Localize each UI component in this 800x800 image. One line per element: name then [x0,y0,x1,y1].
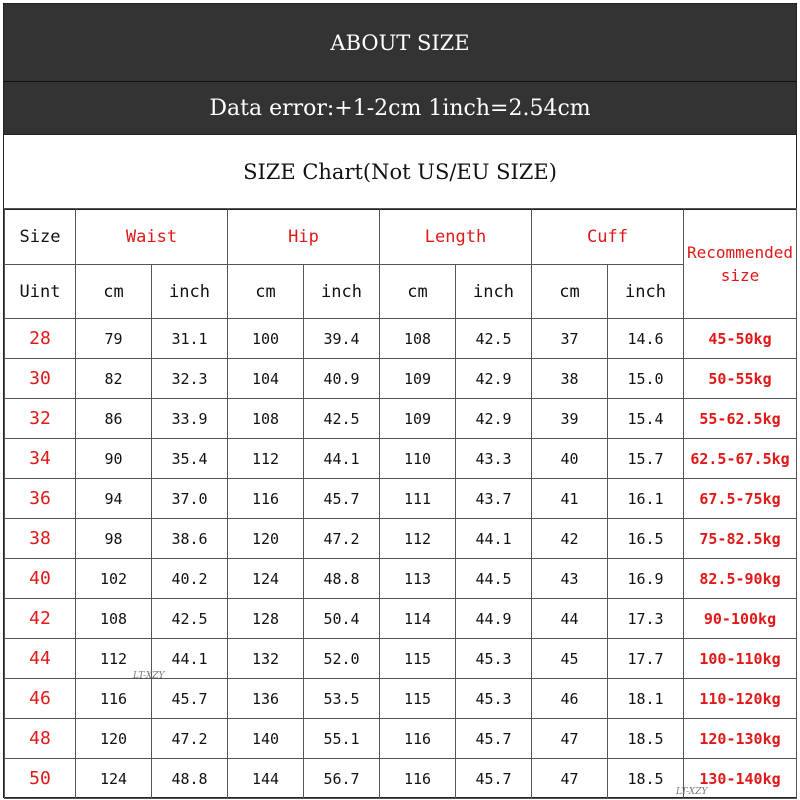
recommended-size-cell: 120-130kg [684,719,797,759]
size-cell: 34 [5,439,76,479]
measurement-cell: 45 [532,639,608,679]
table-row [5,439,797,479]
table-row [5,559,797,599]
measurement-cell: 115 [380,639,456,679]
measurement-cell: 44.1 [152,639,228,679]
measurement-cell: 53.5 [304,679,380,719]
measurement-cell: 98 [76,519,152,559]
waist-header: Waist [76,209,228,265]
table-row [5,519,797,559]
recommended-size-cell: 45-50kg [684,319,797,359]
measurement-cell: 39 [532,399,608,439]
measurement-cell: 32.3 [152,359,228,399]
measurement-cell: 110 [380,439,456,479]
measurement-cell: 94 [76,479,152,519]
measurement-cell: 16.1 [608,479,684,519]
measurement-cell: 45.3 [456,679,532,719]
measurement-cell: 45.7 [456,759,532,799]
size-cell: 50 [5,759,76,799]
measurement-cell: 116 [228,479,304,519]
measurement-cell: 42.5 [456,319,532,359]
unit-header: Uint [5,265,76,319]
measurement-cell: 40.9 [304,359,380,399]
measurement-cell: 17.7 [608,639,684,679]
measurement-cell: 39.4 [304,319,380,359]
unit-cell: cm [76,265,152,319]
recommended-size-cell: 130-140kg [684,759,797,799]
table-row [5,359,797,399]
recommended-size-cell: 100-110kg [684,639,797,679]
measurement-cell: 45.7 [456,719,532,759]
recommended-size-cell: 50-55kg [684,359,797,399]
measurement-cell: 41 [532,479,608,519]
header-row-units [5,265,797,319]
measurement-cell: 128 [228,599,304,639]
header-row-groups [5,209,797,265]
size-table [4,208,797,799]
table-row [5,319,797,359]
measurement-cell: 52.0 [304,639,380,679]
recommended-size-header: Recommended size [684,209,797,319]
measurement-cell: 40.2 [152,559,228,599]
unit-cell: inch [152,265,228,319]
page-title: ABOUT SIZE [4,4,796,82]
measurement-cell: 15.0 [608,359,684,399]
measurement-cell: 18.5 [608,759,684,799]
measurement-cell: 79 [76,319,152,359]
size-cell: 38 [5,519,76,559]
unit-cell: cm [380,265,456,319]
measurement-cell: 108 [228,399,304,439]
measurement-cell: 116 [380,759,456,799]
measurement-cell: 144 [228,759,304,799]
measurement-cell: 48.8 [304,559,380,599]
unit-cell: cm [228,265,304,319]
measurement-note: Data error:+1-2cm 1inch=2.54cm [4,82,796,134]
measurement-cell: 104 [228,359,304,399]
recommended-size-cell: 62.5-67.5kg [684,439,797,479]
measurement-cell: 112 [76,639,152,679]
size-cell: 36 [5,479,76,519]
recommended-size-cell: 110-120kg [684,679,797,719]
size-header: Size [5,209,76,265]
measurement-cell: 44.1 [304,439,380,479]
measurement-cell: 56.7 [304,759,380,799]
cuff-header: Cuff [532,209,684,265]
table-row [5,639,797,679]
measurement-cell: 44.5 [456,559,532,599]
measurement-cell: 132 [228,639,304,679]
recommended-size-cell: 90-100kg [684,599,797,639]
measurement-cell: 90 [76,439,152,479]
measurement-cell: 108 [380,319,456,359]
measurement-cell: 116 [380,719,456,759]
measurement-cell: 55.1 [304,719,380,759]
measurement-cell: 109 [380,359,456,399]
measurement-cell: 42.9 [456,359,532,399]
measurement-cell: 109 [380,399,456,439]
size-cell: 46 [5,679,76,719]
measurement-cell: 16.9 [608,559,684,599]
measurement-cell: 120 [76,719,152,759]
table-row [5,479,797,519]
measurement-cell: 35.4 [152,439,228,479]
measurement-cell: 102 [76,559,152,599]
measurement-cell: 38 [532,359,608,399]
size-cell: 40 [5,559,76,599]
measurement-cell: 44.9 [456,599,532,639]
measurement-cell: 42.5 [304,399,380,439]
measurement-cell: 37 [532,319,608,359]
measurement-cell: 86 [76,399,152,439]
size-chart-title: SIZE Chart(Not US/EU SIZE) [4,134,796,210]
unit-cell: cm [532,265,608,319]
measurement-cell: 124 [76,759,152,799]
measurement-cell: 43 [532,559,608,599]
unit-cell: inch [304,265,380,319]
measurement-cell: 45.7 [152,679,228,719]
measurement-cell: 17.3 [608,599,684,639]
measurement-cell: 44.1 [456,519,532,559]
measurement-cell: 15.7 [608,439,684,479]
measurement-cell: 42 [532,519,608,559]
measurement-cell: 43.7 [456,479,532,519]
measurement-cell: 124 [228,559,304,599]
measurement-cell: 47 [532,759,608,799]
measurement-cell: 112 [228,439,304,479]
measurement-cell: 48.8 [152,759,228,799]
measurement-cell: 50.4 [304,599,380,639]
measurement-cell: 46 [532,679,608,719]
measurement-cell: 120 [228,519,304,559]
size-cell: 48 [5,719,76,759]
measurement-cell: 31.1 [152,319,228,359]
recommended-size-cell: 55-62.5kg [684,399,797,439]
unit-cell: inch [608,265,684,319]
measurement-cell: 45.7 [304,479,380,519]
measurement-cell: 42.9 [456,399,532,439]
table-row [5,599,797,639]
size-cell: 28 [5,319,76,359]
size-cell: 30 [5,359,76,399]
measurement-cell: 16.5 [608,519,684,559]
measurement-cell: 82 [76,359,152,399]
measurement-cell: 38.6 [152,519,228,559]
unit-cell: inch [456,265,532,319]
hip-header: Hip [228,209,380,265]
recommended-size-cell: 82.5-90kg [684,559,797,599]
measurement-cell: 116 [76,679,152,719]
size-cell: 42 [5,599,76,639]
measurement-cell: 111 [380,479,456,519]
table-row [5,399,797,439]
length-header: Length [380,209,532,265]
recommended-size-cell: 67.5-75kg [684,479,797,519]
measurement-cell: 108 [76,599,152,639]
measurement-cell: 33.9 [152,399,228,439]
measurement-cell: 18.5 [608,719,684,759]
recommended-size-cell: 75-82.5kg [684,519,797,559]
measurement-cell: 42.5 [152,599,228,639]
table-row [5,679,797,719]
measurement-cell: 100 [228,319,304,359]
table-row [5,719,797,759]
measurement-cell: 44 [532,599,608,639]
measurement-cell: 140 [228,719,304,759]
measurement-cell: 47 [532,719,608,759]
measurement-cell: 114 [380,599,456,639]
measurement-cell: 37.0 [152,479,228,519]
measurement-cell: 47.2 [304,519,380,559]
measurement-cell: 47.2 [152,719,228,759]
measurement-cell: 43.3 [456,439,532,479]
size-cell: 44 [5,639,76,679]
measurement-cell: 18.1 [608,679,684,719]
measurement-cell: 136 [228,679,304,719]
measurement-cell: 40 [532,439,608,479]
size-table-body [5,209,797,799]
measurement-cell: 14.6 [608,319,684,359]
size-cell: 32 [5,399,76,439]
measurement-cell: 112 [380,519,456,559]
measurement-cell: 45.3 [456,639,532,679]
measurement-cell: 15.4 [608,399,684,439]
measurement-cell: 113 [380,559,456,599]
watermark-signature: LT-XZY [133,671,165,681]
measurement-cell: 115 [380,679,456,719]
watermark-signature: LT-XZY [676,787,708,797]
